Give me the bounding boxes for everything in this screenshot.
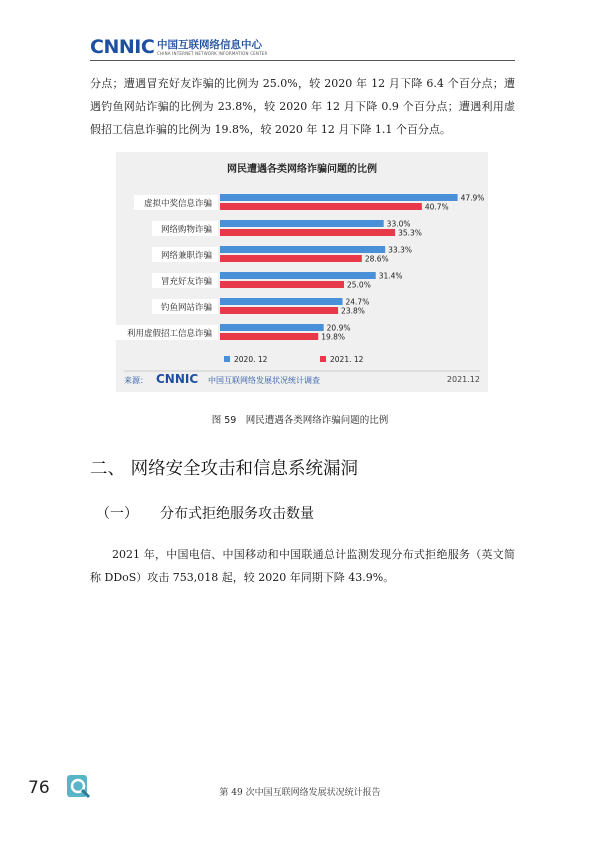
bar bbox=[220, 203, 422, 210]
org-name: 中国互联网络信息中心 bbox=[157, 39, 262, 51]
bar bbox=[220, 333, 318, 340]
source-name: 中国互联网络发展状况统计调查 bbox=[208, 376, 320, 385]
bar-value-label: 23.8% bbox=[341, 306, 365, 316]
subsection-number: （一） bbox=[96, 506, 138, 522]
category-label: 虚拟中奖信息诈骗 bbox=[143, 199, 212, 209]
bar bbox=[220, 324, 324, 331]
section-heading: 二、 网络安全攻击和信息系统漏洞 bbox=[90, 459, 359, 479]
bar bbox=[220, 246, 385, 253]
page-header bbox=[0, 0, 600, 62]
bar bbox=[220, 307, 338, 314]
source-date: 2021.12 bbox=[446, 375, 480, 384]
figure-caption: 图 59 网民遭遇各类网络诈骗问题的比例 bbox=[211, 415, 389, 426]
footer-report-title: 第 49 次中国互联网络发展状况统计报告 bbox=[219, 788, 381, 798]
bar bbox=[220, 220, 384, 227]
body-paragraph-2: 2021 年，中国电信、中国移动和中国联通总计监测发现分布式拒绝服务（英文简称 DDoS）攻击 753,018 起，较 2020 年同期下降 43.9%。 bbox=[90, 548, 515, 584]
chart-plot bbox=[116, 152, 488, 392]
bar bbox=[220, 194, 458, 201]
bar-value-label: 47.9% bbox=[460, 193, 485, 203]
legend-swatch bbox=[320, 356, 326, 362]
bar bbox=[220, 272, 376, 279]
subsection-title: 分布式拒绝服务攻击数量 bbox=[160, 506, 314, 522]
category-label: 网络兼职诈骗 bbox=[160, 251, 212, 261]
bar-value-label: 24.7% bbox=[345, 297, 370, 307]
bar-value-label: 19.8% bbox=[321, 332, 346, 342]
header-rule bbox=[90, 60, 515, 61]
bar-value-label: 33.3% bbox=[388, 245, 412, 255]
source-label: 来源： bbox=[124, 376, 148, 385]
chart-title: 网民遭遇各类网络诈骗问题的比例 bbox=[227, 164, 377, 175]
bar bbox=[220, 281, 344, 288]
bar-value-label: 31.4% bbox=[378, 271, 403, 281]
bar bbox=[220, 229, 395, 236]
source-logo: CNNIC bbox=[156, 372, 199, 386]
legend-label: 2021. 12 bbox=[330, 355, 364, 364]
page-number: 76 bbox=[28, 778, 50, 798]
bar bbox=[220, 298, 343, 305]
category-label: 网络购物诈骗 bbox=[160, 225, 212, 235]
bar-value-label: 25.0% bbox=[347, 280, 371, 290]
category-label: 钓鱼网站诈骗 bbox=[160, 303, 212, 313]
bar-value-label: 28.6% bbox=[364, 254, 389, 264]
body-paragraph-1: 分点；遭遇冒充好友诈骗的比例为 25.0%，较 2020 年 12 月下降 6.4 个百分点；遭遇钓鱼网站诈骗的比例为 23.8%，较 2020 年 12 月下降 0.9 个百分点；遭遇利用虚假招工信息诈骗的比例为 19.8%，较 2020 年 12 月下降 1.1 个百分点。 bbox=[90, 77, 515, 136]
bar-value-label: 20.9% bbox=[326, 323, 351, 333]
cnnic-logo: CNNIC bbox=[90, 36, 155, 58]
category-label: 利用虚假招工信息诈骗 bbox=[126, 329, 212, 339]
legend-swatch bbox=[224, 356, 230, 362]
org-name-en: CHINA INTERNET NETWORK INFORMATION CENTER bbox=[157, 51, 268, 56]
category-label: 冒充好友诈骗 bbox=[160, 277, 212, 287]
bar bbox=[220, 255, 362, 262]
legend-label: 2020. 12 bbox=[234, 355, 268, 364]
bar-value-label: 33.0% bbox=[386, 219, 411, 229]
fraud-chart bbox=[116, 152, 488, 392]
bar-value-label: 40.7% bbox=[424, 202, 449, 212]
bar-value-label: 35.3% bbox=[398, 228, 422, 238]
subsection-heading bbox=[96, 503, 314, 523]
